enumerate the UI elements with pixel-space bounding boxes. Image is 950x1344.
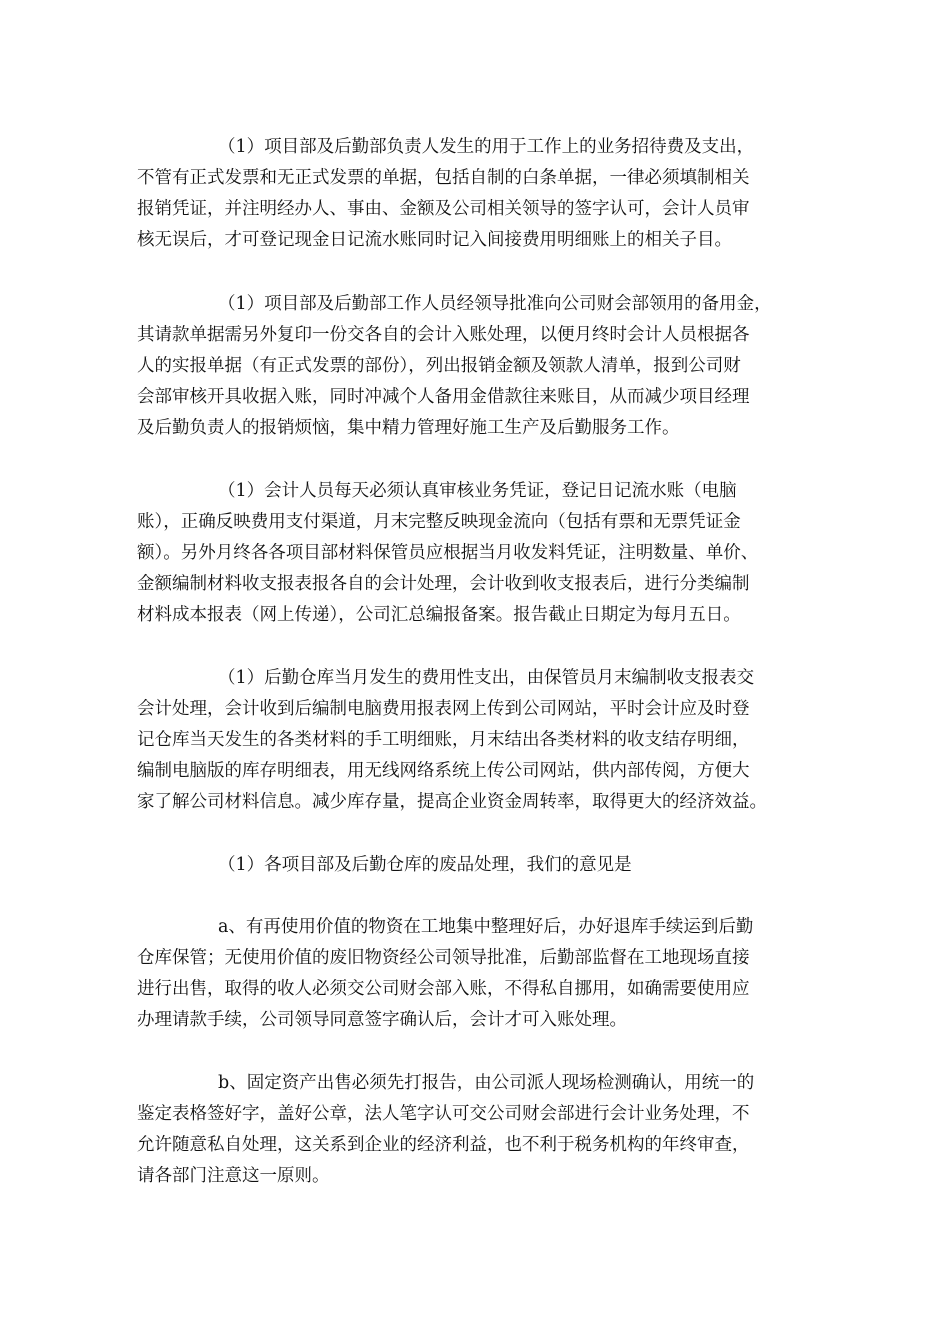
paragraph-line: b、固定资产出售必须先打报告，由公司派人现场检测确认，用统一的 [218,1073,755,1093]
paragraph-2 [137,289,827,444]
paragraph-line: 编制电脑版的库存明细表，用无线网络系统上传公司网站，供内部传阅，方便大 [137,761,750,781]
paragraph-line: 及后勤负责人的报销烦恼，集中精力管理好施工生产及后勤服务工作。 [137,418,680,438]
paragraph-line: 报销凭证，并注明经办人、事由、金额及公司相关领导的签字认可，会计人员审 [137,199,750,219]
paragraph-5 [137,850,827,881]
paragraph-line: 核无误后，才可登记现金日记流水账同时记入间接费用明细账上的相关子目。 [137,230,732,250]
paragraph-line: a、有再使用价值的物资在工地集中整理好后，办好退库手续运到后勤 [218,917,754,937]
paragraph-line: 仓库保管；无使用价值的废旧物资经公司领导批准，后勤部监督在工地现场直接 [137,948,750,968]
paragraph-line: 记仓库当天发生的各类材料的手工明细账，月末结出各类材料的收支结存明细， [137,730,750,750]
paragraph-line: 鉴定表格签好字，盖好公章，法人笔字认可交公司财会部进行会计业务处理，不 [137,1104,750,1124]
paragraph-line: 其请款单据需另外复印一份交各自的会计入账处理，以便月终时会计人员根据各 [137,325,750,345]
paragraph-line: 材料成本报表（网上传递），公司汇总编报备案。报告截止日期定为每月五日。 [137,605,741,625]
paragraph-line: （1）项目部及后勤部负责人发生的用于工作上的业务招待费及支出， [218,137,755,157]
paragraph-1 [137,132,827,256]
paragraph-line: 允许随意私自处理，这关系到企业的经济利益，也不利于税务机构的年终审查， [137,1135,750,1155]
paragraph-3 [137,476,827,631]
paragraph-line: （1）各项目部及后勤仓库的废品处理，我们的意见是 [218,855,632,875]
paragraph-line: 额）。另外月终各各项目部材料保管员应根据当月收发料凭证，注明数量、单价、 [137,543,759,563]
paragraph-4 [137,663,827,818]
paragraph-line: 账），正确反映费用支付渠道，月末完整反映现金流向（包括有票和无票凭证金 [137,512,741,532]
paragraph-line: 进行出售，取得的收人必须交公司财会部入账，不得私自挪用，如确需要使用应 [137,979,750,999]
paragraph-line: 家了解公司材料信息。减少库存量，提高企业资金周转率，取得更大的经济效益。 [137,792,767,812]
paragraph-line: 金额编制材料收支报表报各自的会计处理，会计收到收支报表后，进行分类编制 [137,574,750,594]
paragraph-line: （1）会计人员每天必须认真审核业务凭证，登记日记流水账（电脑 [218,481,737,501]
paragraph-line: 请各部门注意这一原则。 [137,1166,330,1186]
paragraph-6 [137,912,827,1036]
paragraph-line: 人的实报单据（有正式发票的部份），列出报销金额及领款人清单，报到公司财 [137,356,741,376]
paragraph-line: （1）项目部及后勤部工作人员经领导批准向公司财会部领用的备用金， [218,294,772,314]
paragraph-line: 不管有正式发票和无正式发票的单据，包括自制的白条单据，一律必须填制相关 [137,168,750,188]
paragraph-line: 会计处理，会计收到后编制电脑费用报表网上传到公司网站，平时会计应及时登 [137,699,750,719]
paragraph-line: （1）后勤仓库当月发生的费用性支出，由保管员月末编制收支报表交 [218,668,755,688]
paragraph-line: 办理请款手续，公司领导同意签字确认后，会计才可入账处理。 [137,1010,627,1030]
paragraph-7 [137,1068,827,1192]
paragraph-line: 会部审核开具收据入账，同时冲减个人备用金借款往来账目，从而减少项目经理 [137,387,750,407]
